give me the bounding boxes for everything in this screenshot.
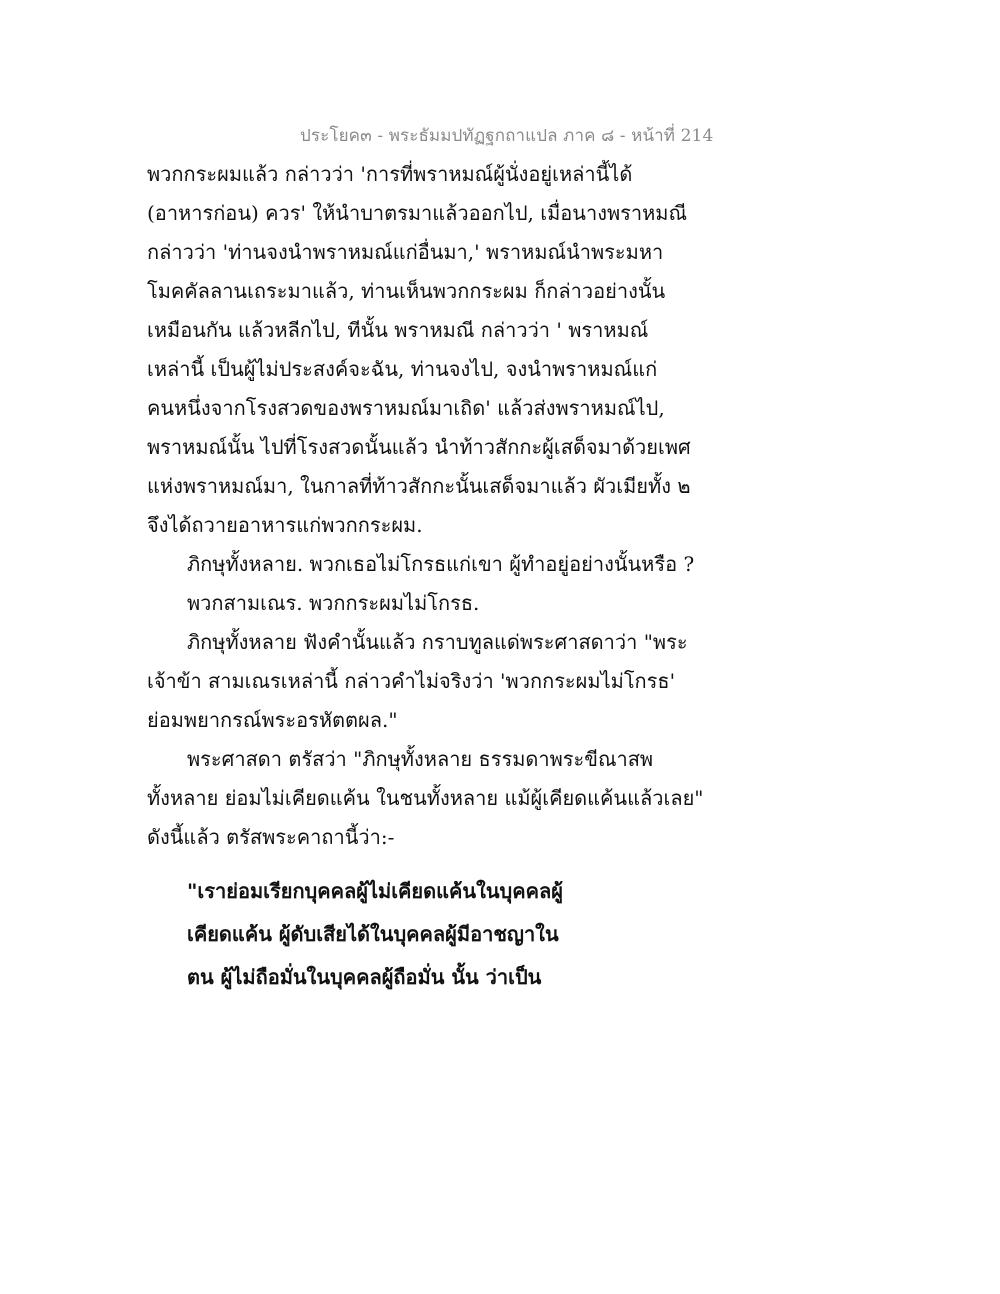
body-text xyxy=(147,155,704,857)
body-line: กล่าวว่า 'ท่านจงนำพราหมณ์แก่อื่นมา,' พราหมณ์นำพระมหา xyxy=(147,240,664,264)
running-header: ประโยค๓ - พระธัมมปทัฏฐกถาแปล ภาค ๘ - หน้าที่ 214 xyxy=(300,126,714,146)
verse-line: เคียดแค้น ผู้ดับเสียได้ในบุคคลผู้มีอาชญาใน xyxy=(187,922,559,946)
body-line: ย่อมพยากรณ์พระอรหัตตผล." xyxy=(147,708,398,732)
body-line: พราหมณ์นั้น ไปที่โรงสวดนั้นแล้ว นำท้าวสักกะผู้เสด็จมาด้วยเพศ xyxy=(147,435,691,459)
body-line: พวกกระผมแล้ว กล่าวว่า 'การที่พราหมณ์ผู้นั่งอยู่เหล่านี้ได้ xyxy=(147,162,633,186)
body-line: โมคคัลลานเถระมาแล้ว, ท่านเห็นพวกกระผม ก็กล่าวอย่างนั้น xyxy=(147,279,666,303)
body-line: แห่งพราหมณ์มา, ในกาลที่ท้าวสักกะนั้นเสด็จมาแล้ว ผัวเมียทั้ง ๒ xyxy=(147,474,691,498)
body-line: ดังนี้แล้ว ตรัสพระคาถานี้ว่า:- xyxy=(147,825,395,849)
body-line: เหมือนกัน แล้วหลีกไป, ทีนั้น พราหมณี กล่าวว่า ' พราหมณ์ xyxy=(147,318,649,342)
body-line-indented: ภิกษุทั้งหลาย. พวกเธอไม่โกรธแก่เขา ผู้ทำอยู่อย่างนั้นหรือ ? xyxy=(187,552,695,576)
verse-line: "เราย่อมเรียกบุคคลผู้ไม่เคียดแค้นในบุคคลผู้ xyxy=(187,879,563,903)
body-line-indented: พระศาสดา ตรัสว่า "ภิกษุทั้งหลาย ธรรมดาพระขีณาสพ xyxy=(187,747,654,771)
verse-line: ตน ผู้ไม่ถือมั่นในบุคคลผู้ถือมั่น นั้น ว่าเป็น xyxy=(187,965,542,989)
body-line: คนหนึ่งจากโรงสวดของพราหมณ์มาเถิด' แล้วส่งพราหมณ์ไป, xyxy=(147,396,665,420)
body-line: (อาหารก่อน) ควร' ให้นำบาตรมาแล้วออกไป, เมื่อนางพราหมณี xyxy=(147,201,688,225)
body-line: จึงได้ถวายอาหารแก่พวกกระผม. xyxy=(147,513,423,537)
body-line: ทั้งหลาย ย่อมไม่เคียดแค้น ในชนทั้งหลาย แม้ผู้เคียดแค้นแล้วเลย" xyxy=(147,786,704,810)
verse-block xyxy=(187,870,687,999)
body-line: เจ้าข้า สามเณรเหล่านี้ กล่าวคำไม่จริงว่า 'พวกกระผมไม่โกรธ' xyxy=(147,669,676,693)
body-line-indented: พวกสามเณร. พวกกระผมไม่โกรธ. xyxy=(187,591,480,615)
body-line-indented: ภิกษุทั้งหลาย ฟังคำนั้นแล้ว กราบทูลแด่พระศาสดาว่า "พระ xyxy=(187,630,688,654)
body-line: เหล่านี้ เป็นผู้ไม่ประสงค์จะฉัน, ท่านจงไป, จงนำพราหมณ์แก่ xyxy=(147,357,658,381)
